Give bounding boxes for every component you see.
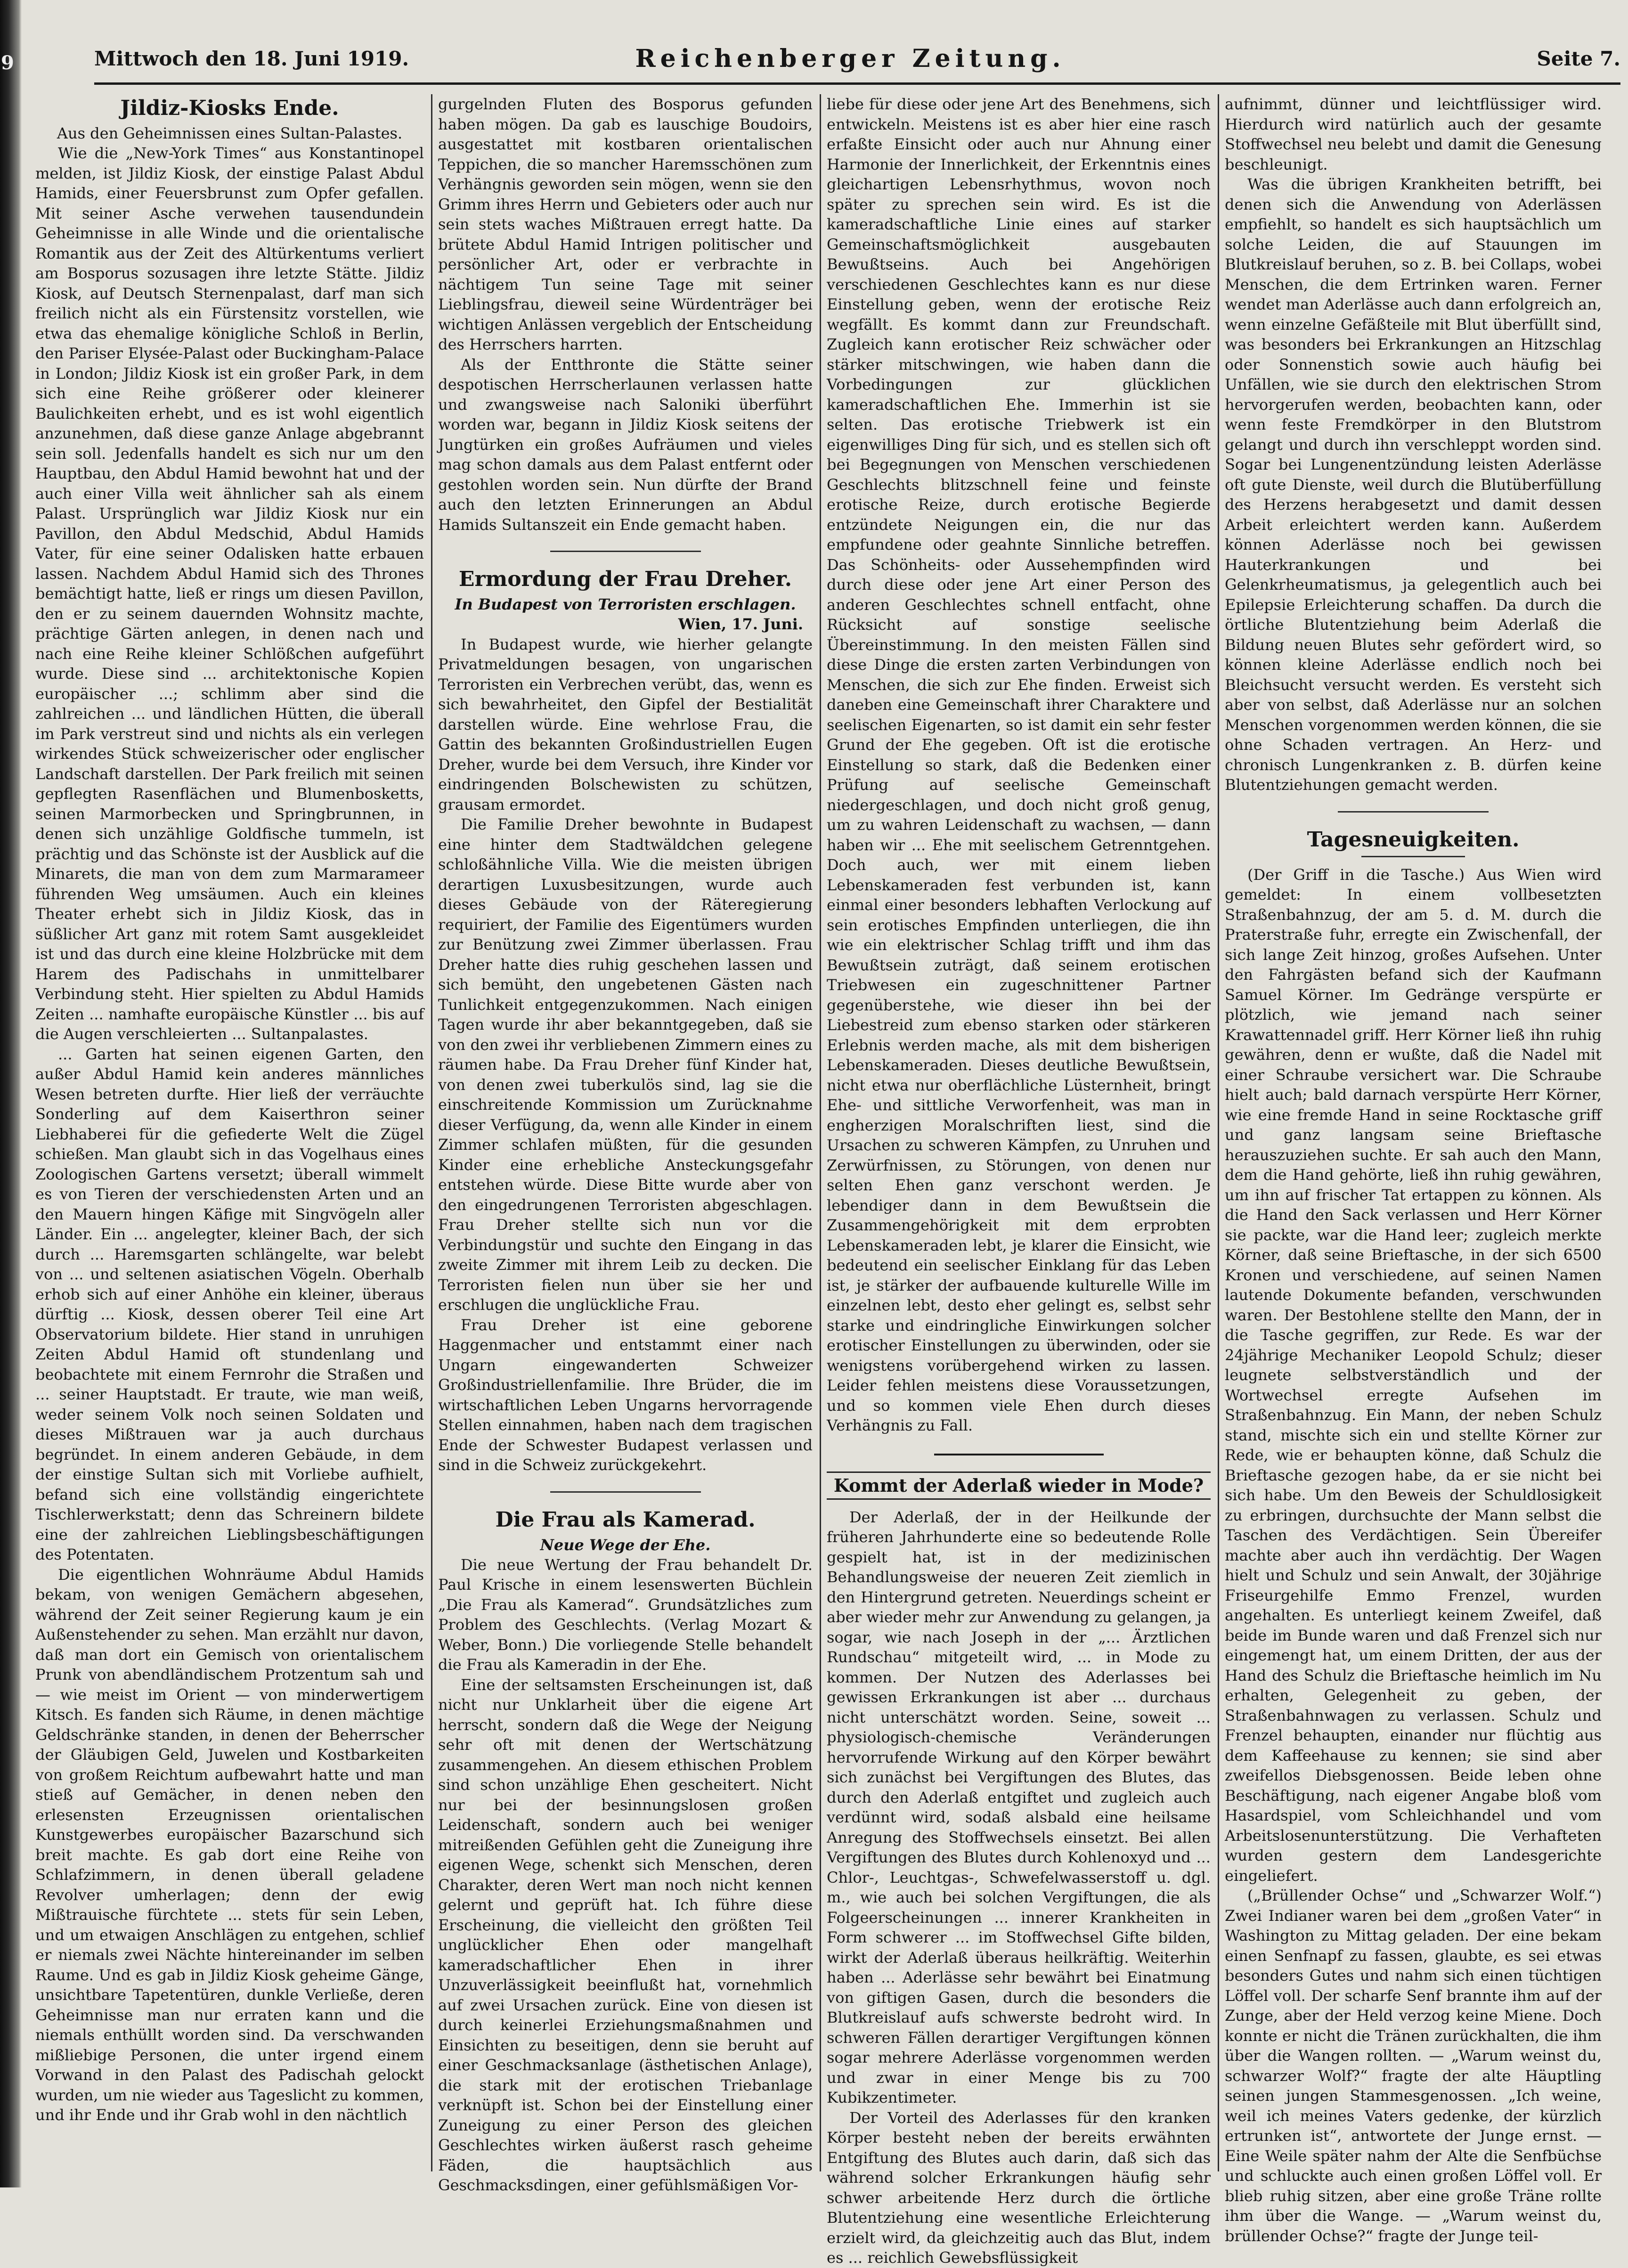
section-headline: Tagesneuigkeiten. <box>1307 827 1520 852</box>
column-2 <box>438 94 813 2194</box>
newspaper-title: Reichenberger Zeitung. <box>635 44 1066 73</box>
article-paragraph: liebe für diese oder jene Art des Benehmens, sich entwickeln. Meistens ist es aber hier eine rasch erfaßte Einsicht oder auch nur Ahnung einer Harmonie der Innerlichkeit, der Erkenntnis eines gleichartigen Lebensrhythmus, wovon noch später zu sprechen sein wird. Es ist die kameradschaftliche Linie eines auf starker Gemeinschaftsmöglichkeit ausgebauten Bewußtseins. Auch bei Angehörigen verschiedenen Geschlechtes kann es nur diese Einstellung geben, wenn der erotische Reiz wegfällt. Es kommt dann zur Freundschaft. Zugleich kann erotischer Reiz schwächer oder stärker mitschwingen, wie haben dann die Vorbedingungen zur glücklichen kameradschaftlichen Ehe. Immerhin ist sie selten. Das erotische Triebwerk ist ein eigenwilliges Ding für sich, und es stellen sich oft bei Begegnungen von Menschen verschiedenen Geschlechts blitzschnell feine und feinste erotische Reize, durch erotische Begierde entzündete Neigungen ein, die nur das empfundene oder geahnte Sinnliche betreffen. Das Schönheits- oder Aussehempfinden wird durch diese oder jene Art einer Person des anderen Geschlechtes schnell entfacht, ohne Rücksicht auf sonstige seelische Übereinstimmung. In den meisten Fällen sind diese Dinge die ersten zarten Verbindungen von Menschen, die sich zur Ehe finden. Erweist sich daneben eine Gemeinschaft ihrer Charaktere und seelischen Eigenarten, so ist damit ein sehr fester Grund der Ehe gegeben. Oft ist die erotische Einstellung so stark, daß die Bedenken einer Prüfung auf seelische Gemeinschaft niedergeschlagen, und doch nicht groß genug, um zu wahren Leidenschaft zu wachsen, — dann haben wir ... Ehe mit seelischem Getrenntgehen. Doch auch, wer mit einem lieben Lebenskameraden fest verbunden ist, kann einmal einer besonders lebhaften Verlockung auf sein erotisches Empfinden unterliegen, die ihn wie ein elektrischer Schlag trifft und ihm das Bewußtsein zuträgt, daß seinem erotischen Triebwesen ein zugeschnittener Partner gegenüberstehe, wie dieser ihn bei der Liebestreid zum ebenso starken oder stärkeren Erlebnis werden mache, als mit dem bisherigen Lebenskameraden. Dieses deutliche Bewußtsein, nicht etwa nur oberflächliche Lüsternheit, bringt Ehe- und sittliche Verworfenheit, was man in engherzigen Moralschriften liest, sind die Ursachen zu schweren Kämpfen, zu Unruhen und Zerwürfnissen, zu Störungen, von denen nur selten Ehen ganz verschont werden. Je lebendiger dann in dem Bewußtsein die Zusammengehörigkeit mit dem erprobten Lebenskameraden lebt, je klarer die Einsicht, wie bedeutend ein seelischer Einklang für das Leben ist, je stärker der aufbauende kulturelle Wille im einzelnen lebt, desto eher gelingt es, selbst sehr starke und eindringliche Einwirkungen solcher erotischer Einstellungen zu überwinden, oder sie wenigstens vorübergehend wirken zu lassen. Leider fehlen meistens diese Voraussetzungen, und so kommen viele Ehen durch dieses Verhängnis zu Fall. <box>827 95 1211 1434</box>
article-paragraph: Die eigentlichen Wohnräume Abdul Hamids bekam, von wenigen Gemächern abgesehen, während der Zeit seiner Regierung kaum je ein Außenstehender zu sehen. Man erzählt nur davon, daß man dort ein Gemisch von orientalischem Prunk von abendländischem Protzentum sah und — wie meist im Orient — von minderwertigem Kitsch. Es fanden sich Räume, in denen mächtige Geldschränke standen, in denen der Beherrscher der Gläubigen Geld, Juwelen und Kostbarkeiten von großem Reichtum aufbewahrt hatte und man stieß auf Gemächer, in denen neben den erlesensten Erzeugnissen orientalischen Kunstgewerbes europäischer Bazarschund sich breit machte. Es gab dort eine Reihe von Schlafzimmern, in denen überall geladene Revolver umherlagen; denn der ewig Mißtrauische fürchtete ... stets für sein Leben, und um etwaigen Anschlägen zu entgehen, schlief er niemals zwei Nächte hintereinander im selben Raume. Und es gab in Jildiz Kiosk geheime Gänge, unsichtbare Tapetentüren, dunkle Verließe, deren Geheimnisse man nur erraten kann und die niemals enthüllt worden sind. Da verschwanden mißliebige Personen, die unter irgend einem Vorwand in den Palast des Padischah gelockt wurden, um nie wieder aus Tageslicht zu kommen, und ihr Ende und ihr Grab wohl in den nächtlich <box>35 1565 424 2124</box>
article-paragraph: Der Aderlaß, der in der Heilkunde der früheren Jahrhunderte eine so bedeutende Rolle gespielt hat, ist in der medizinischen Behandlungsweise der neueren Zeit ziemlich in den Hintergrund getreten. Neuerdings scheint er aber wieder mehr zur Anwendung zu gelangen, ja sogar, wie nach Joseph in der „... Ärztlichen Rundschau“ mitgeteilt wird, ... in Mode zu kommen. Der Nutzen des Aderlasses bei gewissen Erkrankungen ist aber ... durchaus nicht unterschätzt worden. Seine, soweit ... physiologisch-chemische Veränderungen hervorrufende Wirkung auf den Körper bewährt sich zunächst bei Vergiftungen des Blutes, das durch den Aderlaß entgiftet und zugleich auch verdünnt wird, sodaß alsbald eine heilsame Anregung des Stoffwechsels einsetzt. Bei allen Vergiftungen des Blutes durch Kohlenoxyd und ... Chlor-, Leuchtgas-, Schwefelwasserstoff u. dgl. m., wie auch bei solchen Vergiftungen, die als Folgeerscheinungen ... innerer Krankheiten in Form schwerer ... im Stoffwechsel Gifte bilden, wirkt der Aderlaß überaus heilkräftig. Weiterhin haben ... Aderlässe sehr bewährt bei Einatmung von giftigen Gasen, durch die besonders die Blutkreislauf aufs schwerste bedroht wird. In schweren Fällen derartiger Vergiftungen können sogar mehrere Aderlässe vorgenommen werden und zwar in einer Menge bis zu 700 Kubikzentimeter. <box>827 1508 1211 2106</box>
news-item: (Der Griff in die Tasche.) Aus Wien wird gemeldet: In einem vollbesetzten Straßenbahnzug, der am 5. d. M. durch die Praterstraße fuhr, erregte ein Zwischenfall, der sich lange Zeit hinzog, großes Aufsehen. Unter den Fahrgästen befand sich der Kaufmann Samuel Körner. Im Gedränge verspürte er plötzlich, wie jemand nach seiner Krawattennadel griff. Herr Körner ließ ihn ruhig gewähren, denn er wußte, daß die Nadel mit einer Schraube versichert war. Die Schraube hielt auch; bald darnach verspürte Herr Körner, wie eine fremde Hand in seine Rocktasche griff und ganz langsam seine Brieftasche herauszuziehen suchte. Er sah auch den Mann, dem die Hand gehörte, ließ ihn ruhig gewähren, um ihn auf frischer Tat ertappen zu können. Als die Hand den Sack verlassen und Herr Körner sie packte, war die Hand leer; zugleich merkte Körner, daß seine Brieftasche, in der sich 6500 Kronen und verschiedene, auf seinen Namen lautende Dokumente befanden, verschwunden waren. Der Bestohlene stellte den Mann, der in die Tasche gegriffen, zur Rede. Es war der 24jährige Mechaniker Leopold Schulz; dieser leugnete selbstverständlich und der Wortwechsel erregte Aufsehen im Straßenbahnzug. Ein Mann, der neben Schulz stand, mischte sich ein und stellte Körner zur Rede, wie er behaupten könne, daß Schulz die Brieftasche gezogen habe, da er sie nicht bei sich habe. Um den Beweis der Schuldlosigkeit zu erbringen, durchsuchte der Mann selbst die Taschen des Verdächtigen. Sein Übereifer machte aber auch ihn verdächtig. Der Wagen hielt und Schulz und sein Anwalt, der 30jährige Friseurgehilfe Emmo Frenzel, wurden angehalten. Es unterliegt keinem Zweifel, daß beide im Bunde waren und daß Frenzel sich nur eingemengt hat, um einem Dritten, der aus der Hand des Schulz die Brieftasche heimlich im Nu erhalten, Gelegenheit zu geben, der Straßenbahnwagen zu verlassen. Schulz und Frenzel behaupten, einander nur flüchtig aus dem Kaffeehause zu kennen; sie sind aber zweifellos Diebsgenossen. Beide leben ohne Beschäftigung, nach eigener Angabe bloß vom Hasardspiel, vom Schleichhandel und vom Arbeitslosenunterstützung. Die Verhafteten wurden gestern dem Landesgerichte eingeliefert. <box>1225 865 1602 1885</box>
column-1 <box>35 94 424 2171</box>
news-item: („Brüllender Ochse“ und „Schwarzer Wolf.“) Zwei Indianer waren bei dem „großen Vater“ in Washington zu Mittag geladen. Der eine bekam einen Senfnapf zu fassen, glaubte, es sei etwas besonders Gutes und nahm sich einen tüchtigen Löffel voll. Der scharfe Senf brannte ihm auf der Zunge, aber der Held verzog keine Miene. Doch konnte er nicht die Tränen zurückhalten, die ihm über die Wangen rollten. — „Warum weinst du, schwarzer Wolf?“ fragte der alte Häuptling seinen jungen Stammesgenossen. „Ich weine, weil ich meines Vaters gedenke, der kürzlich ertrunken ist“, antwortete der Junge ernst. — Eine Weile später nahm der Alte die Senfbüchse und schluckte auch einen großen Löffel voll. Er blieb ruhig sitzen, aber eine große Träne rollte ihm über die Wange. — „Warum weinst du, brüllender Ochse?“ fragte der Junge teil- <box>1225 1886 1602 2245</box>
article-paragraph: Was die übrigen Krankheiten betrifft, bei denen sich die Anwendung von Aderlässen empfiehlt, so handelt es sich hauptsächlich um solche Leiden, die auf Stauungen im Blutkreislauf beruhen, so z. B. bei Collaps, wobei Menschen, die dem Ertrinken waren. Ferner wendet man Aderlässe auch dann erfolgreich an, wenn einzelne Gefäßteile mit Blut überfüllt sind, was besonders bei Erkrankungen an Hitzschlag oder Sonnenstich sowie auch häufig bei Unfällen, wie sie durch den elektrischen Strom hervorgerufen werden, beobachten kann, oder wenn feste Fremdkörper in den Blutstrom gelangt und durch ihn verschleppt worden sind. Sogar bei Lungenentzündung leisten Aderlässe oft gute Dienste, weil durch die Blutüberfüllung des Herzens herabgesetzt und damit dessen Arbeit erleichtert werden kann. Außerdem können Aderlässe noch bei gewissen Hauterkrankungen und bei Gelenkrheumatismus, ja gelegentlich auch bei Epilepsie Erleichterung schaffen. Da durch die örtliche Blutentziehung beim Aderlaß die Bildung neuen Blutes sehr gefördert wird, so können kleine Aderlässe endlich noch bei Bleichsucht versucht werden. Es versteht sich aber von selbst, daß Aderlässe nur an solchen Menschen vorgenommen werden können, die sie ohne Schaden vertragen. An Herz- und chronisch Lungenkranken z. B. dürfen keine Blutentziehungen gemacht werden. <box>1225 175 1602 794</box>
article-subhead: In Budapest von Terroristen erschlagen. <box>455 595 796 613</box>
article-paragraph: Frau Dreher ist eine geborene Haggenmacher und entstammt einer nach Ungarn eingewanderten Schweizer Großindustriellenfamilie. Ihre Brüder, die im wirtschaftlichen Leben Ungarns hervorragende Stellen einnahmen, haben nach dem tragischen Ende der Schwester Budapest verlassen und sind in die Schweiz zurückgekehrt. <box>438 1316 813 1474</box>
column-3 <box>827 94 1211 2267</box>
article-paragraph: gurgelnden Fluten des Bosporus gefunden haben mögen. Da gab es lauschige Boudoirs, ausgestattet mit kostbaren orientalischen Teppichen, die so mancher Haremsschönen zum Verhängnis geworden sein mögen, wenn sie den Grimm ihres Herrn und Gebieters oder auch nur sein stets waches Mißtrauen erregt hatte. Da brütete Abdul Hamid Intrigen politischer und persönlicher Art, oder er verbrachte in nächtigem Tun seine Tage mit seiner Lieblingsfrau, dieweil seine Würdenträger bei wichtigen Anlässen vergeblich der Entscheidung des Herrschers harrten. <box>438 95 813 353</box>
article-paragraph: Eine der seltsamsten Erscheinungen ist, daß nicht nur Unklarheit über die eigene Art herrscht, sondern daß die Wege der Neigung sehr oft mit denen der Wertschätzung zusammengehen. An diesem ethischen Problem sind schon unzählige Ehen gescheitert. Nicht nur bei der besinnungslosen großen Leidenschaft, sondern auch bei weniger mitreißenden Gefühlen geht die Zuneigung ihre eigenen Wege, schenkt sich Menschen, deren Charakter, deren Wert man noch nicht kennen gelernt und geprüft hat. Ich führe diese Erscheinung, die vielleicht den größten Teil unglücklicher Ehen oder mangelhaft kameradschaftlicher Ehen in ihrer Unzuverlässigkeit beeinflußt hat, vornehmlich auf zwei Ursachen zurück. Eine von diesen ist durch keinerlei Erziehungsmaßnahmen und Einsichten zu beseitigen, denn sie beruht auf einer Geschmacksanlage (ästhetischen Anlage), die stark mit der erotischen Triebanlage verknüpft ist. Schon bei der Einstellung einer Zuneigung zu einer Person des gleichen Geschlechtes wirken äußerst rasch geheime Fäden, die hauptsächlich aus Geschmacksdingen, einer gefühlsmäßigen Vor- <box>438 1675 813 2194</box>
article-headline: Ermordung der Frau Dreher. <box>458 567 792 591</box>
article-paragraph: Die neue Wertung der Frau behandelt Dr. Paul Krische in einem lesenswerten Büchlein „Die Frau als Kamerad“. Grundsätzliches zum Problem des Geschlechts. (Verlag Mozart & Weber, Bonn.) Die vorliegende Stelle behandelt die Frau als Kameradin in der Ehe. <box>438 1555 813 1674</box>
article-headline: Kommt der Aderlaß wieder in Mode? <box>827 1471 1211 1500</box>
article-separator <box>934 1454 1104 1455</box>
article-paragraph: aufnimmt, dünner und leichtflüssiger wird. Hierdurch wird natürlich auch der gesamte Stoffwechsel neu belebt und damit die Genesung beschleunigt. <box>1225 95 1602 173</box>
article-paragraph: Die Familie Dreher bewohnte in Budapest eine hinter dem Stadtwäldchen gelegene schloßähnliche Villa. Wie die meisten übrigen derartigen Luxusbesitzungen, wurde auch dieses Gebäude von der Räteregierung requiriert, der Familie des Eigentümers wurden zur Benützung zwei Zimmer überlassen. Frau Dreher hatte dies ruhig geschehen lassen und sich bemüht, den ungebetenen Gästen nach Tunlichkeit entgegenzukommen. Nach einigen Tagen wurde ihr aber bekanntgegeben, daß sie von den zwei ihr verbliebenen Zimmern eines zu räumen habe. Da Frau Dreher fünf Kinder hat, von denen zwei tuberkulös sind, lag sie die einschreitende Kommission um Zurücknahme dieser Verfügung, da, wenn alle Kinder in einem Zimmer schlafen müßten, für die gesunden Kinder eine erhebliche Ansteckungsgefahr entstehen würde. Diese Bitte wurde aber von den eingedrungenen Terroristen abgeschlagen. Frau Dreher stellte sich nun vor die Verbindungstür und suchte den Eingang in das zweite Zimmer mit ihrem Leib zu decken. Die Terroristen fielen nun über sie her und erschlugen die unglückliche Frau. <box>438 815 813 1314</box>
header-date: Mittwoch den 18. Juni 1919. <box>94 47 409 70</box>
article-headline: Die Frau als Kamerad. <box>495 1507 756 1532</box>
article-paragraph: Als der Entthronte die Stätte seiner despotischen Herrscherlaunen verlassen hatte und zwangsweise nach Saloniki überführt worden war, begann in Jildiz Kiosk seitens der Jungtürken ein großes Aufräumen und vieles mag schon damals aus dem Palast entfernt oder gestohlen worden sein. Nun dürfte der Brand auch den letzten Erinnerungen an Abdul Hamids Sultanszeit ein Ende gemacht haben. <box>438 355 813 534</box>
column-rule <box>1218 94 1219 2171</box>
page-header <box>94 44 1620 85</box>
article-separator <box>1338 811 1489 813</box>
article-headline: Jildiz-Kiosks Ende. <box>120 96 339 120</box>
column-rule <box>820 94 821 2171</box>
article-paragraph: Wie die „New-York Times“ aus Konstantinopel melden, ist Jildiz Kiosk, der einstige Palast Abdul Hamids, einer Feuersbrunst zum Opfer gefallen. Mit seiner Asche verwehen tausendundein Geheimnisse in alle Winde und die orientalische Romantik aus der Zeit des Altürkentums verliert am Bosporus sozusagen ihre letzte Stätte. Jildiz Kiosk, auf Deutsch Sternenpalast, darf man sich freilich nicht als ein Fürstensitz vorstellen, wie etwa das ehemalige königliche Schloß in Berlin, den Pariser Elysée-Palast oder Buckingham-Palace in London; Jildiz Kiosk ist ein großer Park, in dem sich eine Reihe größerer oder kleinerer Baulichkeiten erhebt, und es ist wohl eigentlich anzunehmen, daß diese ganze Anlage abgebrannt sein soll. Jedenfalls handelt es sich nur um den Hauptbau, den Abdul Hamid bewohnt hat und der auch einer Villa weit ähnlicher sah als einem Palast. Ursprünglich war Jildiz Kiosk nur ein Pavillon, den Abdul Medschid, Abdul Hamids Vater, für eine seiner Odalisken hatte erbauen lassen. Nachdem Abdul Hamid sich des Thrones bemächtigt hatte, ließ er rings um diesen Pavillon, den er zu seinem dauernden Wohnsitz machte, prächtige Gärten anlegen, in denen nach und nach eine Reihe kleiner Schlößchen aufgeführt wurde. Diese sind ... architektonische Kopien europäischer ...; schlimm aber sind die zahlreichen ... und ländlichen Hütten, die überall im Park verstreut sind und nichts als ein verlegen wirkendes Stück schweizerischer oder englischer Landschaft darstellen. Der Park freilich mit seinen gepflegten Rasenflächen und Blumenbosketts, seinen Marmorbecken und Springbrunnen, in denen sich unzählige Goldfische tummeln, ist prächtig und das Schönste ist der Ausblick auf die Minarets, die man von dem zum Marmarameer führenden Weg umsäumen. Auch ein kleines Theater erhebt sich in Jildiz Kiosk, das in süßlicher Art ganz mit rotem Samt ausgekleidet ist und das durch eine kleine Holzbrücke mit dem Harem des Padischahs in unmittelbarer Verbindung steht. Hier spielten zu Abdul Hamids Zeiten ... namhafte europäische Künstler ... bis auf die Augen verschleierten ... Sultanpalastes. <box>35 144 424 1043</box>
column-rule <box>431 94 432 2171</box>
article-dateline: Wien, 17. Juni. <box>678 615 803 633</box>
article-paragraph: Der Vorteil des Aderlasses für den kranken Körper besteht neben der bereits erwähnten Entgiftung des Blutes auch darin, daß sich das während solcher Erkrankungen häufig sehr schwer arbeitende Herz durch die örtliche Blutentziehung eine wesentliche Erleichterung erzielt wird, da gleichzeitig auch das Blut, indem es ... reichlich Gewebsflüssigkeit <box>827 2108 1211 2267</box>
page-number: Seite 7. <box>1537 47 1620 70</box>
column-4 <box>1225 94 1602 2245</box>
article-paragraph: ... Garten hat seinen eigenen Garten, den außer Abdul Hamid kein anderes männliches Wesen betreten durfte. Hier ließ der verräuchte Sonderling auf dem Kaiserthron seiner Liebhaberei für die gefiederte Welt die Zügel schießen. Man glaubt sich in das Vogelhaus eines Zoologischen Gartens versetzt; überall wimmelt es von Tieren der verschiedensten Arten und an den Mauern hingen Käfige mit Singvögeln aller Länder. Ein ... angelegter, kleiner Bach, der sich durch ... Haremsgarten schlängelte, war belebt von ... und seltenen asiatischen Vögeln. Oberhalb erhob sich auf einer Anhöhe ein kleiner, überaus dürftig ... Kiosk, dessen oberer Teil eine Art Observatorium bildete. Hier stand in unruhigen Zeiten Abdul Hamid oft stundenlang und beobachtete mit einem Fernrohr die Straßen und ... seiner Hauptstadt. Er traute, wie man weiß, weder seinem Volk noch seinen Soldaten und dieses Mißtrauen war ja auch durchaus begründet. In einem anderen Gebäude, in dem der einstige Sultan sich mit Vorliebe aufhielt, befand sich eine vollständig eingerichtete Tischlerwerkstatt; denn das Schreinern bildete eine der zahlreichen Lieblingsbeschäftigungen des Potentaten. <box>35 1045 424 1563</box>
headline-underline <box>1361 856 1465 857</box>
article-subhead: Aus den Geheimnissen eines Sultan-Palastes. <box>57 124 403 142</box>
page-fragment-number: 9 <box>1 52 14 74</box>
article-separator <box>550 1491 701 1493</box>
article-separator <box>550 551 701 552</box>
article-paragraph: In Budapest wurde, wie hierher gelangte Privatmeldungen besagen, von ungarischen Terroristen ein Verbrechen verübt, das, wenn es sich bewahrheitet, den Gipfel der Bestialität darstellen würde. Eine wehrlose Frau, die Gattin des bekannten Großindustriellen Eugen Dreher, wurde bei dem Versuch, ihre Kinder vor eindringenden Bolschewisten zu schützen, grausam ermordet. <box>438 635 813 813</box>
scan-edge <box>0 0 22 2187</box>
article-subhead: Neue Wege der Ehe. <box>540 1536 711 1554</box>
